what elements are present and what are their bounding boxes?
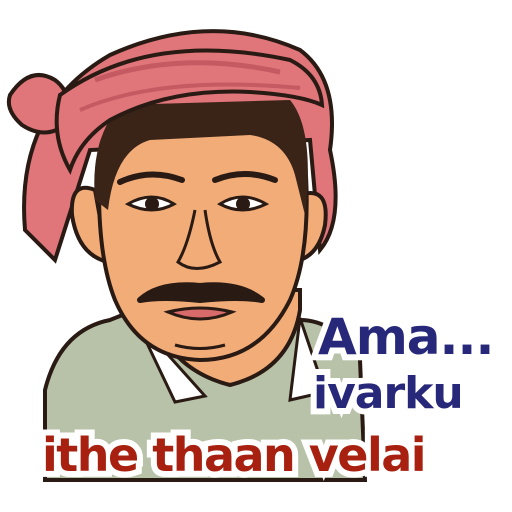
- right-pupil: [236, 197, 250, 211]
- caption-line-3: ithe thaan velai: [42, 428, 426, 482]
- caption-line-2: ivarku: [313, 368, 463, 419]
- left-pupil: [145, 197, 159, 211]
- caption-line-1: Ama...: [318, 308, 494, 366]
- mustache: [140, 285, 262, 300]
